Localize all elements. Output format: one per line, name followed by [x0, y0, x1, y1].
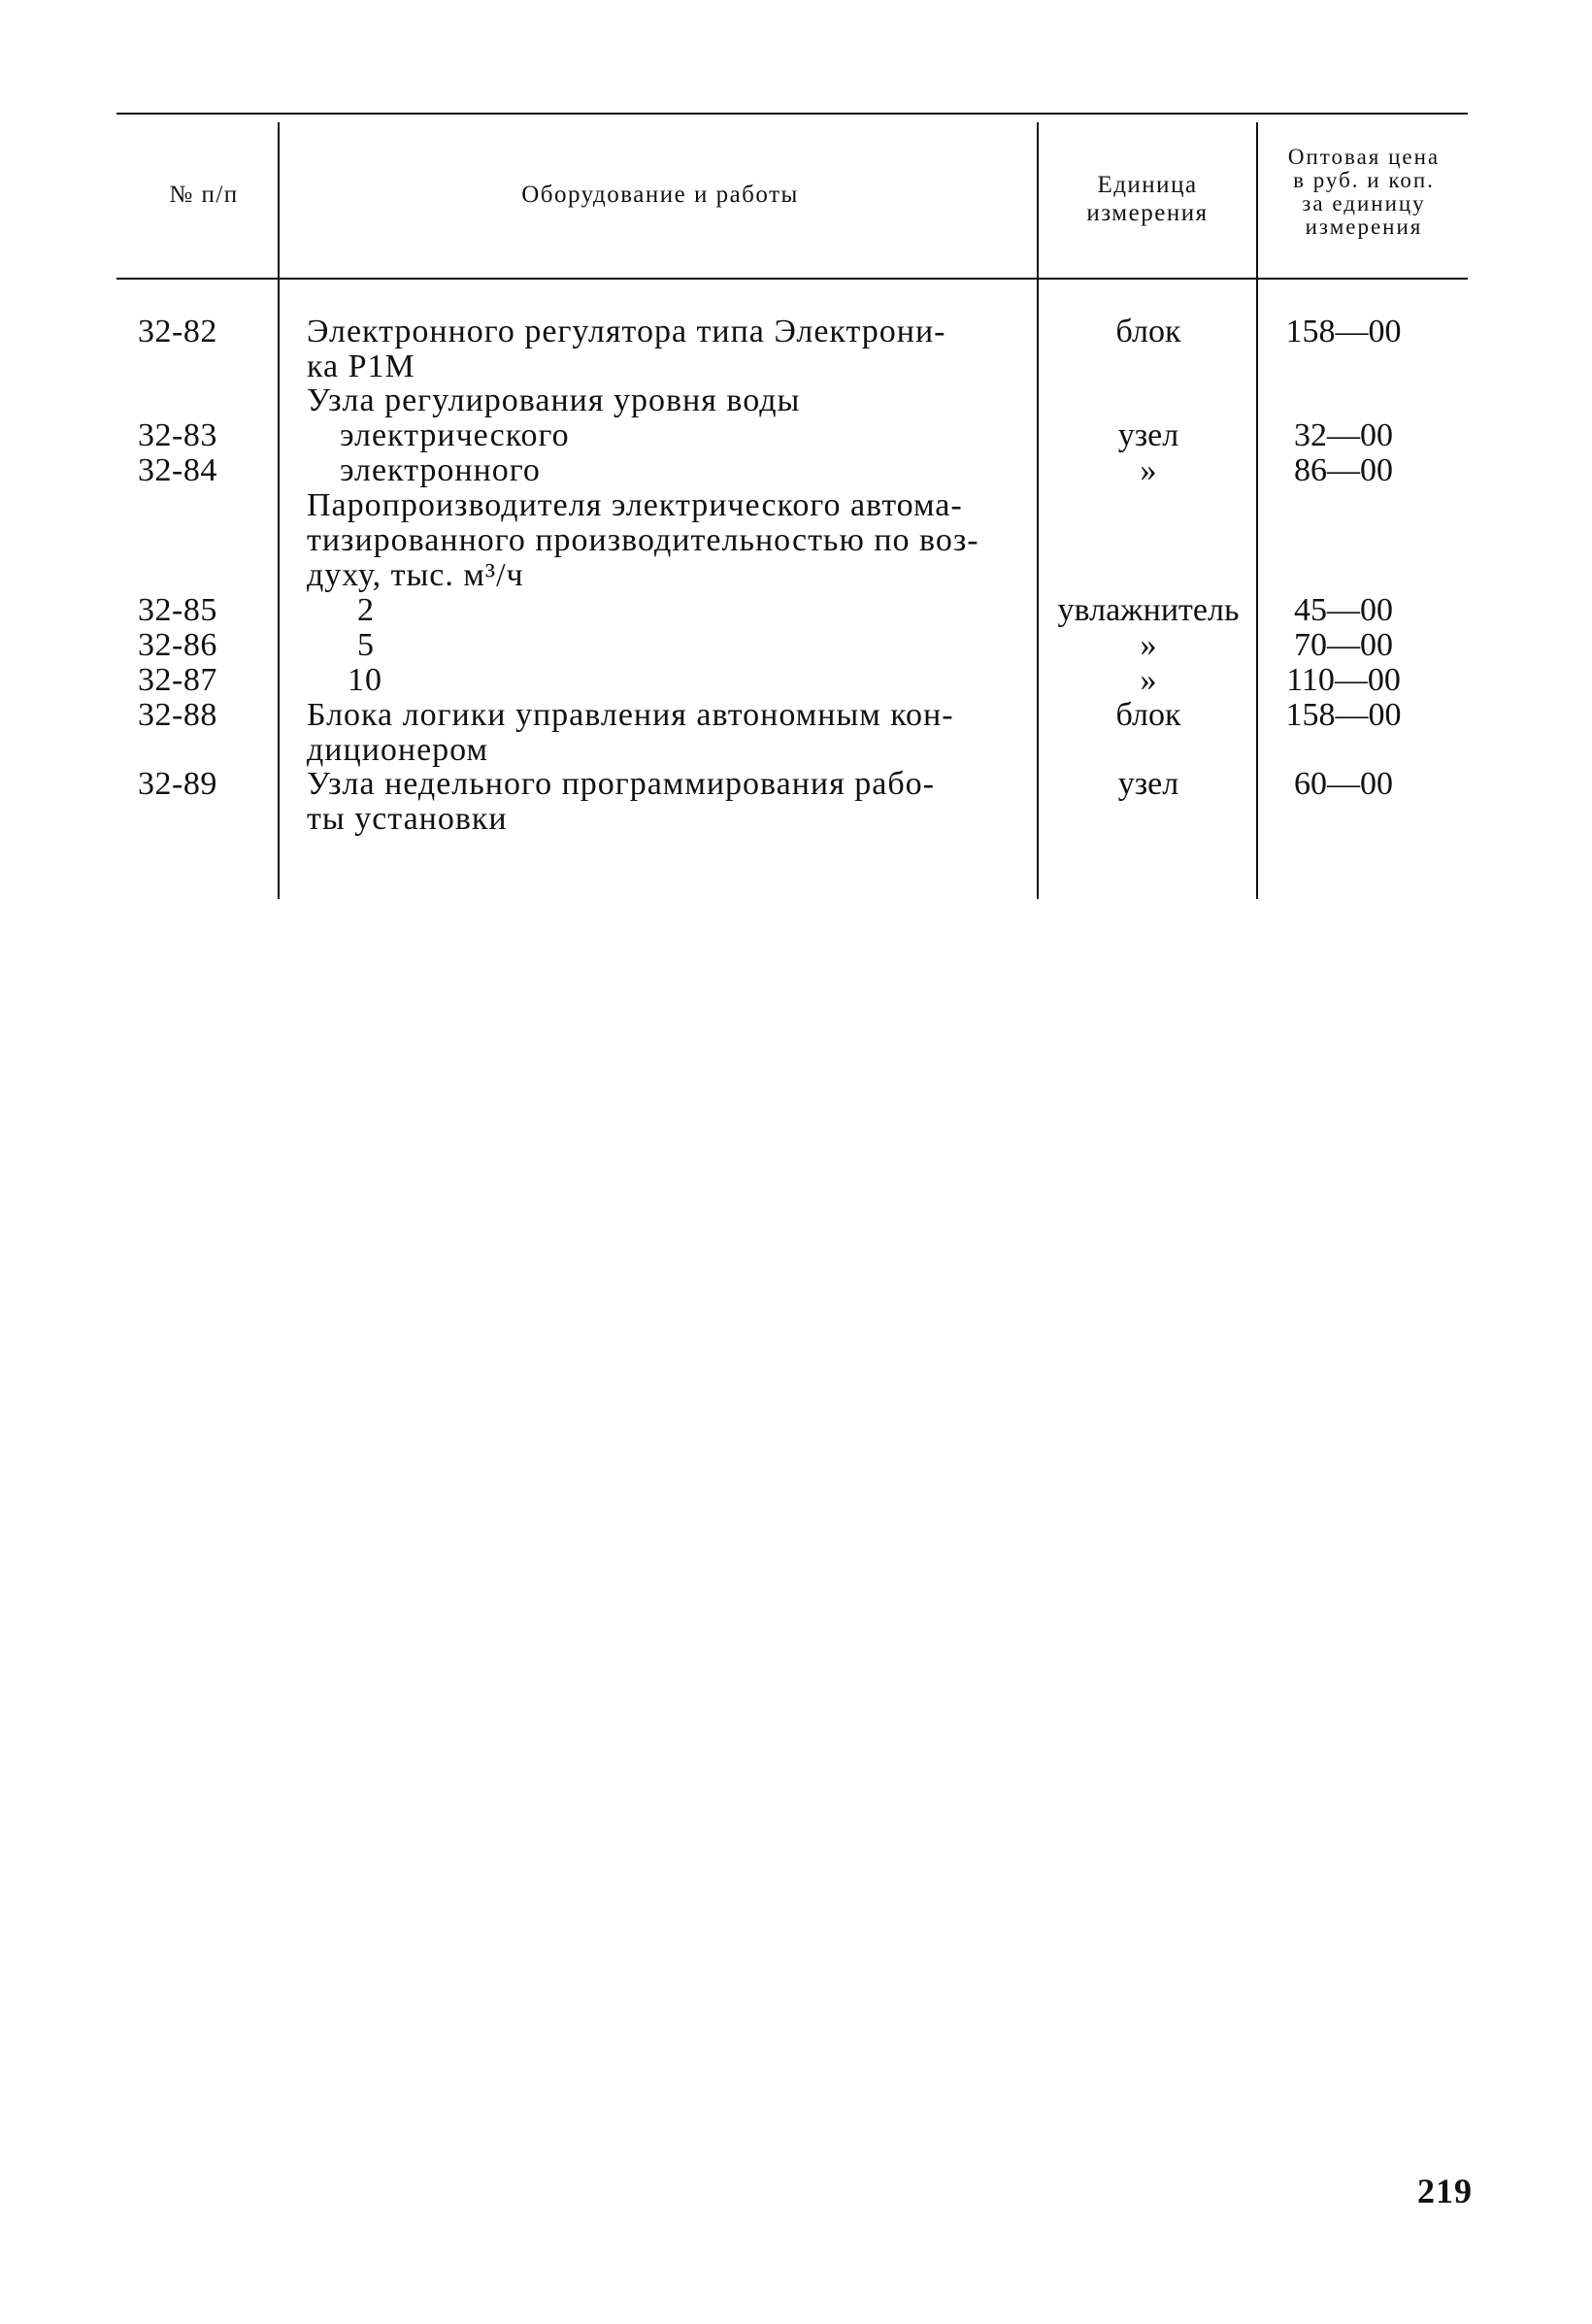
header-unit-line2: измерения — [1086, 200, 1209, 226]
row-32-82-unit: блок — [1115, 314, 1181, 349]
row-32-88-num: 32-88 — [138, 697, 217, 733]
row-32-87-num: 32-87 — [138, 662, 217, 698]
row-32-85-price: 45—00 — [1294, 592, 1393, 628]
row-32-82-price: 158—00 — [1285, 314, 1402, 349]
header-price-line3: за единицу — [1302, 191, 1426, 216]
row-32-85-num: 32-85 — [138, 592, 217, 628]
row-32-82-num: 32-82 — [138, 314, 217, 349]
row-32-88-name-line1: Блока логики управления автономным кон- — [307, 697, 954, 733]
page-number: 219 — [1417, 2172, 1473, 2210]
group-title-steam-line1: Паропроизводителя электрического автома- — [307, 487, 963, 523]
header-num: № п/п — [169, 182, 239, 208]
header-bottom-rule — [116, 278, 1468, 280]
column-divider-1 — [278, 122, 280, 899]
row-32-89-price: 60—00 — [1294, 766, 1393, 802]
row-32-86-unit: » — [1140, 627, 1157, 663]
column-divider-2 — [1037, 122, 1039, 899]
row-32-86-name: 5 — [357, 627, 375, 663]
group-title-steam-line2: тизированного производительностью по воз- — [307, 522, 979, 558]
row-32-86-price: 70—00 — [1294, 627, 1393, 663]
row-32-85-unit: увлажнитель — [1057, 592, 1240, 628]
row-32-84-name: электронного — [340, 452, 541, 488]
row-32-88-name-line2: диционером — [307, 732, 489, 768]
row-32-87-price: 110—00 — [1286, 662, 1401, 698]
row-32-89-name-line1: Узла недельного программирования рабо- — [307, 766, 935, 802]
row-32-87-unit: » — [1140, 662, 1157, 698]
row-32-86-num: 32-86 — [138, 627, 217, 663]
row-32-88-unit: блок — [1115, 697, 1181, 733]
row-32-83-name: электрического — [340, 417, 570, 453]
header-unit-line1: Единица — [1097, 172, 1198, 198]
row-32-88-price: 158—00 — [1285, 697, 1402, 733]
header-price-line4: измерения — [1305, 215, 1423, 239]
row-32-89-unit: узел — [1117, 766, 1179, 802]
header-unit — [1041, 171, 1254, 227]
header-price — [1258, 146, 1470, 239]
row-32-83-num: 32-83 — [138, 417, 217, 453]
row-32-83-unit: узел — [1117, 417, 1179, 453]
table-top-rule — [116, 113, 1468, 115]
header-price-line2: в руб. и коп. — [1293, 168, 1435, 192]
row-32-83-price: 32—00 — [1294, 417, 1393, 453]
group-title-water-level: Узла регулирования уровня воды — [307, 382, 801, 418]
row-32-84-num: 32-84 — [138, 452, 217, 488]
row-32-84-price: 86—00 — [1294, 452, 1393, 488]
group-title-steam-line3: духу, тыс. м³/ч — [307, 557, 524, 593]
row-32-89-num: 32-89 — [138, 766, 217, 802]
row-32-87-name: 10 — [348, 662, 382, 698]
header-price-line1: Оптовая цена — [1287, 145, 1441, 169]
header-name: Оборудование и работы — [521, 182, 799, 208]
row-32-85-name: 2 — [357, 592, 375, 628]
row-32-82-name-line1: Электронного регулятора типа Электрони- — [307, 314, 946, 349]
row-32-82-name-line2: ка Р1М — [307, 349, 415, 384]
row-32-84-unit: » — [1140, 452, 1157, 488]
row-32-89-name-line2: ты установки — [307, 801, 508, 837]
